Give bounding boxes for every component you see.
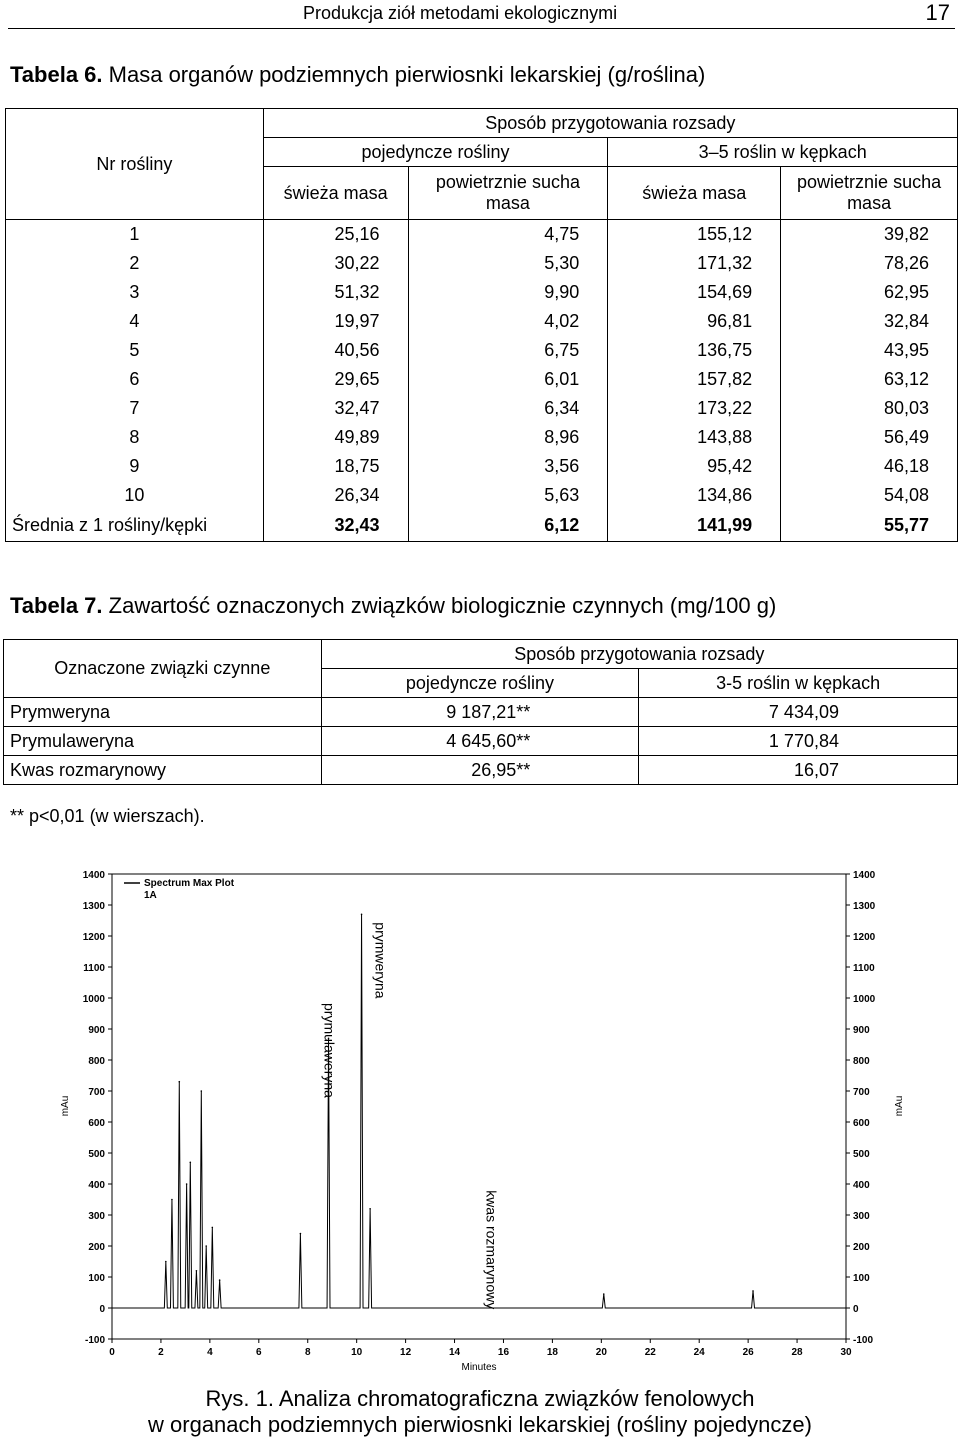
- y-tick-label-left: 600: [88, 1118, 105, 1129]
- x-tick-label: 10: [351, 1347, 363, 1358]
- y-tick-label-right: 1100: [853, 963, 875, 974]
- row-number: 10: [6, 481, 264, 510]
- table-row: [6, 365, 958, 394]
- table-row: [6, 423, 958, 452]
- peak-point: [361, 914, 363, 916]
- peak-point: [752, 1290, 754, 1292]
- plot-frame: [112, 874, 846, 1339]
- x-tick-label: 30: [840, 1347, 852, 1358]
- table-cell: 16,07: [639, 756, 958, 785]
- row-number: 8: [6, 423, 264, 452]
- peak-point: [300, 1233, 302, 1235]
- table-row: [6, 336, 958, 365]
- compound-name: Prymweryna: [4, 698, 322, 727]
- table-cell: 4,75: [408, 220, 608, 250]
- peak-point: [212, 1227, 214, 1229]
- table-cell: 56,49: [781, 423, 958, 452]
- y-tick-label-left: 200: [88, 1242, 105, 1253]
- table-cell: 63,12: [781, 365, 958, 394]
- y-tick-label-right: 100: [853, 1273, 870, 1284]
- table7-header-row-1: [4, 640, 958, 669]
- y-tick-label-right: 1000: [853, 994, 876, 1005]
- header-fresh-2: świeża masa: [608, 167, 781, 220]
- x-tick-label: 0: [109, 1347, 115, 1358]
- y-axis-label-left: mAu: [60, 1095, 71, 1117]
- table-cell: 6,01: [408, 365, 608, 394]
- peak-annotation: prymweryna: [372, 922, 389, 999]
- y-tick-label-right: 200: [853, 1242, 870, 1253]
- y-tick-label-left: 900: [88, 1025, 105, 1036]
- peak-point: [165, 1261, 167, 1263]
- table-cell: 49,89: [263, 423, 408, 452]
- row-number: 5: [6, 336, 264, 365]
- x-tick-label: 4: [207, 1347, 213, 1358]
- header-group: Sposób przygotowania rozsady: [321, 640, 957, 669]
- compound-name: Kwas rozmarynowy: [4, 756, 322, 785]
- table-cell: 173,22: [608, 394, 781, 423]
- table-cell: 3,56: [408, 452, 608, 481]
- table-cell: 5,30: [408, 249, 608, 278]
- header-nr: Nr rośliny: [6, 109, 264, 220]
- y-tick-label-right: 1300: [853, 901, 876, 912]
- row-number: 3: [6, 278, 264, 307]
- chromatogram-trace: [112, 914, 846, 1308]
- x-tick-label: 24: [693, 1347, 705, 1358]
- table-cell: 143,88: [608, 423, 781, 452]
- header-dry-1: powietrznie sucha masa: [408, 167, 608, 220]
- table7-label: Tabela 7.: [10, 593, 103, 618]
- page-header: [0, 0, 960, 32]
- x-tick-label: 20: [595, 1347, 607, 1358]
- table-cell: 6,34: [408, 394, 608, 423]
- row-number: 9: [6, 452, 264, 481]
- table7: [3, 639, 958, 785]
- y-tick-label-right: 500: [853, 1149, 870, 1160]
- y-tick-label-left: 1100: [83, 963, 105, 974]
- avg-label: Średnia z 1 rośliny/kępki: [6, 510, 264, 542]
- header-compound: Oznaczone związki czynne: [4, 640, 322, 698]
- x-tick-label: 12: [400, 1347, 412, 1358]
- table-cell: 171,32: [608, 249, 781, 278]
- x-tick-label: 2: [158, 1347, 164, 1358]
- peak-point: [171, 1199, 173, 1201]
- table-cell: 26,34: [263, 481, 408, 510]
- x-tick-label: 28: [791, 1347, 803, 1358]
- peak-point: [205, 1245, 207, 1247]
- peak-point: [196, 1270, 198, 1272]
- table-cell: 43,95: [781, 336, 958, 365]
- header-dry-2: powietrznie sucha masa: [781, 167, 958, 220]
- table-cell: 136,75: [608, 336, 781, 365]
- peak-annotation: kwas rozmarynowy: [483, 1190, 500, 1310]
- y-tick-label-left: 1300: [82, 901, 105, 912]
- header-single: pojedyncze rośliny: [321, 669, 639, 698]
- table-cell: 5,63: [408, 481, 608, 510]
- table-row: [6, 220, 958, 250]
- table-cell: 32,47: [263, 394, 408, 423]
- table-cell: 51,32: [263, 278, 408, 307]
- table-cell: 4 645,60**: [321, 727, 639, 756]
- header-fresh-1: świeża masa: [263, 167, 408, 220]
- peak-point: [186, 1183, 188, 1185]
- table-cell: 25,16: [263, 220, 408, 250]
- table-cell: 18,75: [263, 452, 408, 481]
- y-axis-label-right: mAu: [894, 1095, 905, 1117]
- table-cell: 32,84: [781, 307, 958, 336]
- table-cell: 9 187,21**: [321, 698, 639, 727]
- table-cell: 1 770,84: [639, 727, 958, 756]
- table-cell: 134,86: [608, 481, 781, 510]
- table-row: [4, 698, 958, 727]
- table6-caption: [10, 62, 705, 88]
- peak-point: [189, 1162, 191, 1164]
- y-tick-label-right: 800: [853, 1056, 870, 1067]
- legend-label: Spectrum Max Plot: [144, 878, 235, 889]
- table-cell: 54,08: [781, 481, 958, 510]
- table-cell: 78,26: [781, 249, 958, 278]
- row-number: 7: [6, 394, 264, 423]
- header-single: pojedyncze rośliny: [263, 138, 608, 167]
- x-tick-label: 16: [497, 1347, 510, 1358]
- x-tick-label: 26: [742, 1347, 754, 1358]
- table-row: [6, 481, 958, 510]
- avg-cell: 32,43: [263, 510, 408, 542]
- peak-point: [219, 1279, 221, 1281]
- table-row: [6, 307, 958, 336]
- table-row: [6, 278, 958, 307]
- table-row: [6, 249, 958, 278]
- row-number: 1: [6, 220, 264, 250]
- table-cell: 46,18: [781, 452, 958, 481]
- peak-annotation: prymulaweryna: [321, 1003, 338, 1098]
- compound-name: Prymulaweryna: [4, 727, 322, 756]
- table-cell: 39,82: [781, 220, 958, 250]
- legend-label: 1A: [144, 890, 157, 901]
- table-row: [6, 452, 958, 481]
- row-number: 2: [6, 249, 264, 278]
- table6-header-row-1: [6, 109, 958, 138]
- table-row: [6, 394, 958, 423]
- table-cell: 9,90: [408, 278, 608, 307]
- table-cell: 26,95**: [321, 756, 639, 785]
- table-cell: 157,82: [608, 365, 781, 394]
- x-tick-label: 8: [304, 1347, 311, 1358]
- header-rule: [8, 28, 955, 29]
- x-tick-label: 14: [448, 1347, 461, 1358]
- page-number: 17: [925, 0, 950, 25]
- table-cell: 95,42: [608, 452, 781, 481]
- table-row: [4, 727, 958, 756]
- peak-point: [201, 1090, 203, 1092]
- table-cell: 155,12: [608, 220, 781, 250]
- table-cell: 80,03: [781, 394, 958, 423]
- avg-cell: 55,77: [781, 510, 958, 542]
- avg-cell: 6,12: [408, 510, 608, 542]
- x-tick-label: 6: [256, 1347, 262, 1358]
- x-tick-label: 18: [546, 1347, 558, 1358]
- table7-caption: [10, 593, 776, 619]
- figure-caption-line-1: Rys. 1. Analiza chromatograficzna związków fenolowych: [205, 1386, 755, 1411]
- table-cell: 7 434,09: [639, 698, 958, 727]
- table-cell: 19,97: [263, 307, 408, 336]
- table-cell: 40,56: [263, 336, 408, 365]
- y-tick-label-left: -100: [84, 1335, 105, 1346]
- peak-point: [369, 1208, 371, 1210]
- y-tick-label-right: 1200: [853, 932, 876, 943]
- y-tick-label-right: 300: [853, 1211, 870, 1222]
- peak-point: [178, 1081, 180, 1083]
- y-tick-label-left: 300: [88, 1211, 105, 1222]
- peak-point: [603, 1293, 605, 1295]
- table7-title: Zawartość oznaczonych związków biologicznie czynnych (mg/100 g): [108, 593, 777, 618]
- header-clumps: 3-5 roślin w kępkach: [639, 669, 958, 698]
- y-tick-label-left: 500: [88, 1149, 105, 1160]
- y-tick-label-right: 700: [853, 1087, 870, 1098]
- y-tick-label-left: 100: [88, 1273, 105, 1284]
- row-number: 4: [6, 307, 264, 336]
- y-tick-label-left: 700: [88, 1087, 105, 1098]
- table-cell: 8,96: [408, 423, 608, 452]
- table6: [5, 108, 958, 542]
- y-tick-label-left: 1400: [82, 870, 105, 881]
- figure-caption-line-2: w organach podziemnych pierwiosnki lekarskiej (rośliny pojedyncze): [148, 1412, 812, 1437]
- running-title: Produkcja ziół metodami ekologicznymi: [303, 3, 618, 23]
- y-tick-label-left: 800: [88, 1056, 105, 1067]
- y-tick-label-right: 900: [853, 1025, 870, 1036]
- table6-average-row: [6, 510, 958, 542]
- table6-label: Tabela 6.: [10, 62, 103, 87]
- x-tick-label: 22: [644, 1347, 656, 1358]
- table-cell: 96,81: [608, 307, 781, 336]
- table-cell: 6,75: [408, 336, 608, 365]
- table6-title: Masa organów podziemnych pierwiosnki lekarskiej (g/roślina): [108, 62, 706, 87]
- header-clumps: 3–5 roślin w kępkach: [608, 138, 958, 167]
- avg-cell: 141,99: [608, 510, 781, 542]
- y-tick-label-left: 0: [99, 1304, 105, 1315]
- table-cell: 4,02: [408, 307, 608, 336]
- y-tick-label-right: 1400: [853, 870, 876, 881]
- y-tick-label-right: 0: [853, 1304, 859, 1315]
- y-tick-label-left: 400: [88, 1180, 105, 1191]
- y-tick-label-left: 1200: [82, 932, 105, 943]
- table-cell: 154,69: [608, 278, 781, 307]
- y-tick-label-left: 1000: [82, 994, 105, 1005]
- table-cell: 29,65: [263, 365, 408, 394]
- y-tick-label-right: -100: [853, 1335, 874, 1346]
- table-row: [4, 756, 958, 785]
- y-tick-label-right: 600: [853, 1118, 870, 1129]
- row-number: 6: [6, 365, 264, 394]
- chromatogram: [60, 856, 910, 1376]
- table-cell: 62,95: [781, 278, 958, 307]
- significance-note: ** p<0,01 (w wierszach).: [10, 806, 205, 826]
- y-tick-label-right: 400: [853, 1180, 870, 1191]
- header-group: Sposób przygotowania rozsady: [263, 109, 957, 138]
- x-axis-label: Minutes: [461, 1362, 497, 1373]
- table-cell: 30,22: [263, 249, 408, 278]
